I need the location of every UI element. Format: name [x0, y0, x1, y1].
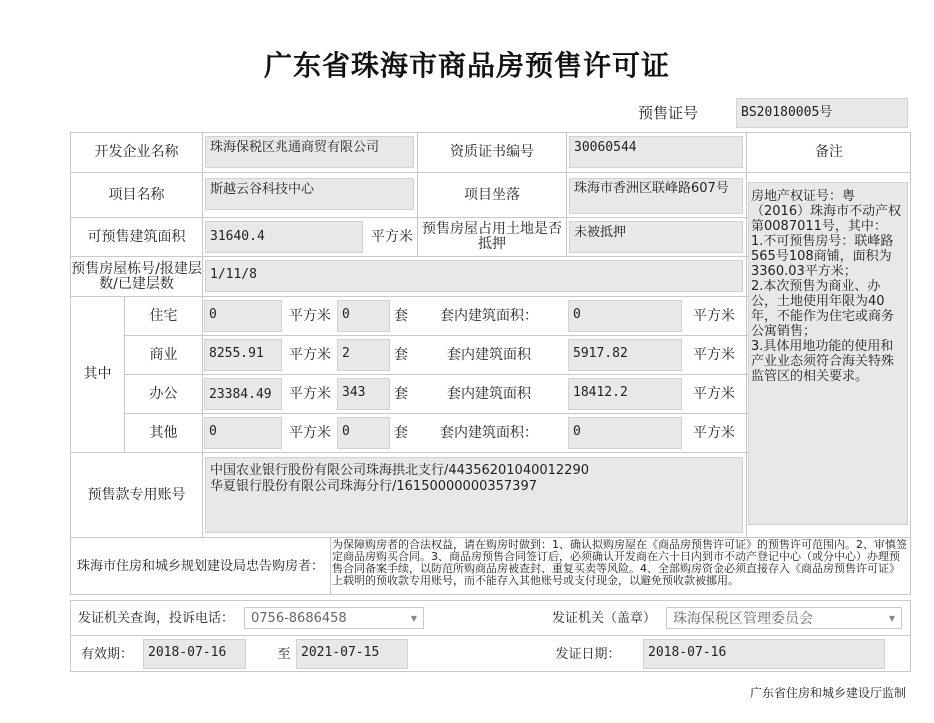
breakdown-inner-label: 套内建筑面积： [440, 424, 538, 441]
breakdown-type: 办公 [149, 385, 178, 402]
breakdown-count: 2 [337, 339, 390, 371]
hotline-value: 0756-8686458 [251, 610, 347, 626]
qualification-label: 资质证书编号 [450, 144, 534, 160]
breakdown-count-unit: 套 [394, 346, 408, 363]
issuer-select[interactable] [666, 607, 902, 629]
breakdown-type: 住宅 [149, 307, 178, 324]
breakdown-inner-label: 套内建筑面积 [447, 346, 531, 363]
issuer-label: 发证机关（盖章） [551, 610, 656, 626]
breakdown-inner-unit: 平方米 [693, 346, 735, 363]
issue-date-value: 2018-07-16 [643, 639, 885, 669]
breakdown-count-unit: 套 [394, 385, 408, 402]
breakdown-count: 0 [337, 417, 390, 449]
accounts-box [205, 457, 743, 533]
area-value: 31640.4 [205, 221, 363, 253]
account-line: 华夏银行股份有限公司珠海分行/16150000000357397 [210, 479, 537, 494]
breakdown-count-unit: 套 [394, 424, 408, 441]
breakdown-count: 343 [337, 378, 390, 410]
breakdown-inner-label: 套内建筑面积 [447, 385, 531, 402]
chevron-down-icon: ▼ [888, 613, 895, 623]
hotline-select[interactable] [244, 607, 424, 629]
land-label: 预售房屋占用土地是否抵押 [422, 221, 562, 252]
breakdown-inner-unit: 平方米 [693, 424, 735, 441]
account-line: 中国农业银行股份有限公司珠海拱北支行/44356201040012290 [210, 463, 589, 478]
footer-text: 广东省住房和城乡建设厅监制 [749, 686, 906, 700]
remarks-text: 房地产权证号：粤（2016）珠海市不动产权第0087011号，其中： 1.不可预售房号：联峰路565号108商铺，面积为3360.03平方米； 2.本次预售为商业、办公，土地使用年限为40年，不能作为住宅或商务公寓销售； 3.具体用地功能的使用和产业业态须符合海关特殊监管区的相关要求。 [751, 189, 902, 384]
developer-label: 开发企业名称 [94, 144, 179, 160]
breakdown-inner-area: 5917.82 [568, 339, 682, 371]
project-name-value: 斯越云谷科技中心 [205, 178, 414, 210]
breakdown-inner-area: 0 [568, 300, 682, 332]
hotline-label: 发证机关查询，投诉电话： [77, 610, 234, 626]
breakdown-area: 23384.49 [204, 378, 282, 410]
breakdown-inner-unit: 平方米 [693, 385, 735, 402]
breakdown-area-unit: 平方米 [289, 424, 331, 441]
notice-label: 珠海市住房和城乡规划建设局忠告购房者： [76, 559, 324, 574]
validity-from: 2018-07-16 [143, 639, 246, 669]
breakdown-count-unit: 套 [394, 307, 408, 324]
project-location-value: 珠海市香洲区联峰路607号 [569, 178, 743, 214]
issue-date-label: 发证日期： [555, 646, 621, 662]
land-value: 未被抵押 [569, 221, 743, 253]
breakdown-area: 8255.91 [204, 339, 282, 371]
breakdown-inner-area: 0 [568, 417, 682, 449]
breakdown-area: 0 [204, 417, 282, 449]
breakdown-group-label: 其中 [83, 366, 112, 382]
breakdown-count: 0 [337, 300, 390, 332]
project-name-label: 项目名称 [108, 186, 165, 203]
area-label: 可预售建筑面积 [87, 228, 186, 245]
validity-label: 有效期： [80, 646, 133, 662]
remarks-box [748, 182, 908, 525]
remarks-label: 备注 [815, 144, 843, 160]
validity-to: 2021-07-15 [296, 639, 408, 669]
breakdown-type: 商业 [149, 346, 178, 363]
permit-label: 预售证号 [637, 103, 698, 122]
breakdown-area: 0 [204, 300, 282, 332]
qualification-value: 30060544 [569, 136, 743, 168]
building-value: 1/11/8 [205, 260, 743, 292]
breakdown-area-unit: 平方米 [289, 385, 331, 402]
developer-value: 珠海保税区兆通商贸有限公司 [205, 136, 414, 168]
permit-number: BS20180005号 [736, 98, 908, 128]
breakdown-inner-area: 18412.2 [568, 378, 682, 410]
breakdown-area-unit: 平方米 [289, 307, 331, 324]
accounts-label: 预售款专用账号 [87, 486, 186, 503]
breakdown-area-unit: 平方米 [289, 346, 331, 363]
validity-to-label: 至 [277, 646, 291, 662]
area-unit: 平方米 [371, 228, 413, 245]
breakdown-inner-label: 套内建筑面积： [440, 307, 538, 324]
building-label: 预售房屋栋号/报建层数/已建层数 [71, 260, 202, 292]
chevron-down-icon: ▼ [410, 613, 417, 623]
breakdown-inner-unit: 平方米 [693, 307, 735, 324]
breakdown-type: 其他 [149, 424, 178, 441]
project-location-label: 项目坐落 [464, 186, 520, 203]
page-title: 广东省珠海市商品房预售许可证 [263, 49, 670, 82]
notice-text: 为保障购房者的合法权益，请在购房时做到：1、确认拟购房屋在《商品房预售许可证》的预售许可范围内。2、审慎签定商品房购买合同。3、商品房预售合同签订后，必须确认开发商在六十日内到市不动产登记中心（或分中心）办理预售合同备案手续，以防范所购商品房被查封、重复买卖等风险。4、全部购房资金必须直接存入《商品房预售许可证》上载明的预收款专用账号，而不能存入其他账号或支付现金，以避免预收款被挪用。 [332, 539, 907, 587]
issuer-value: 珠海保税区管理委员会 [673, 611, 813, 627]
